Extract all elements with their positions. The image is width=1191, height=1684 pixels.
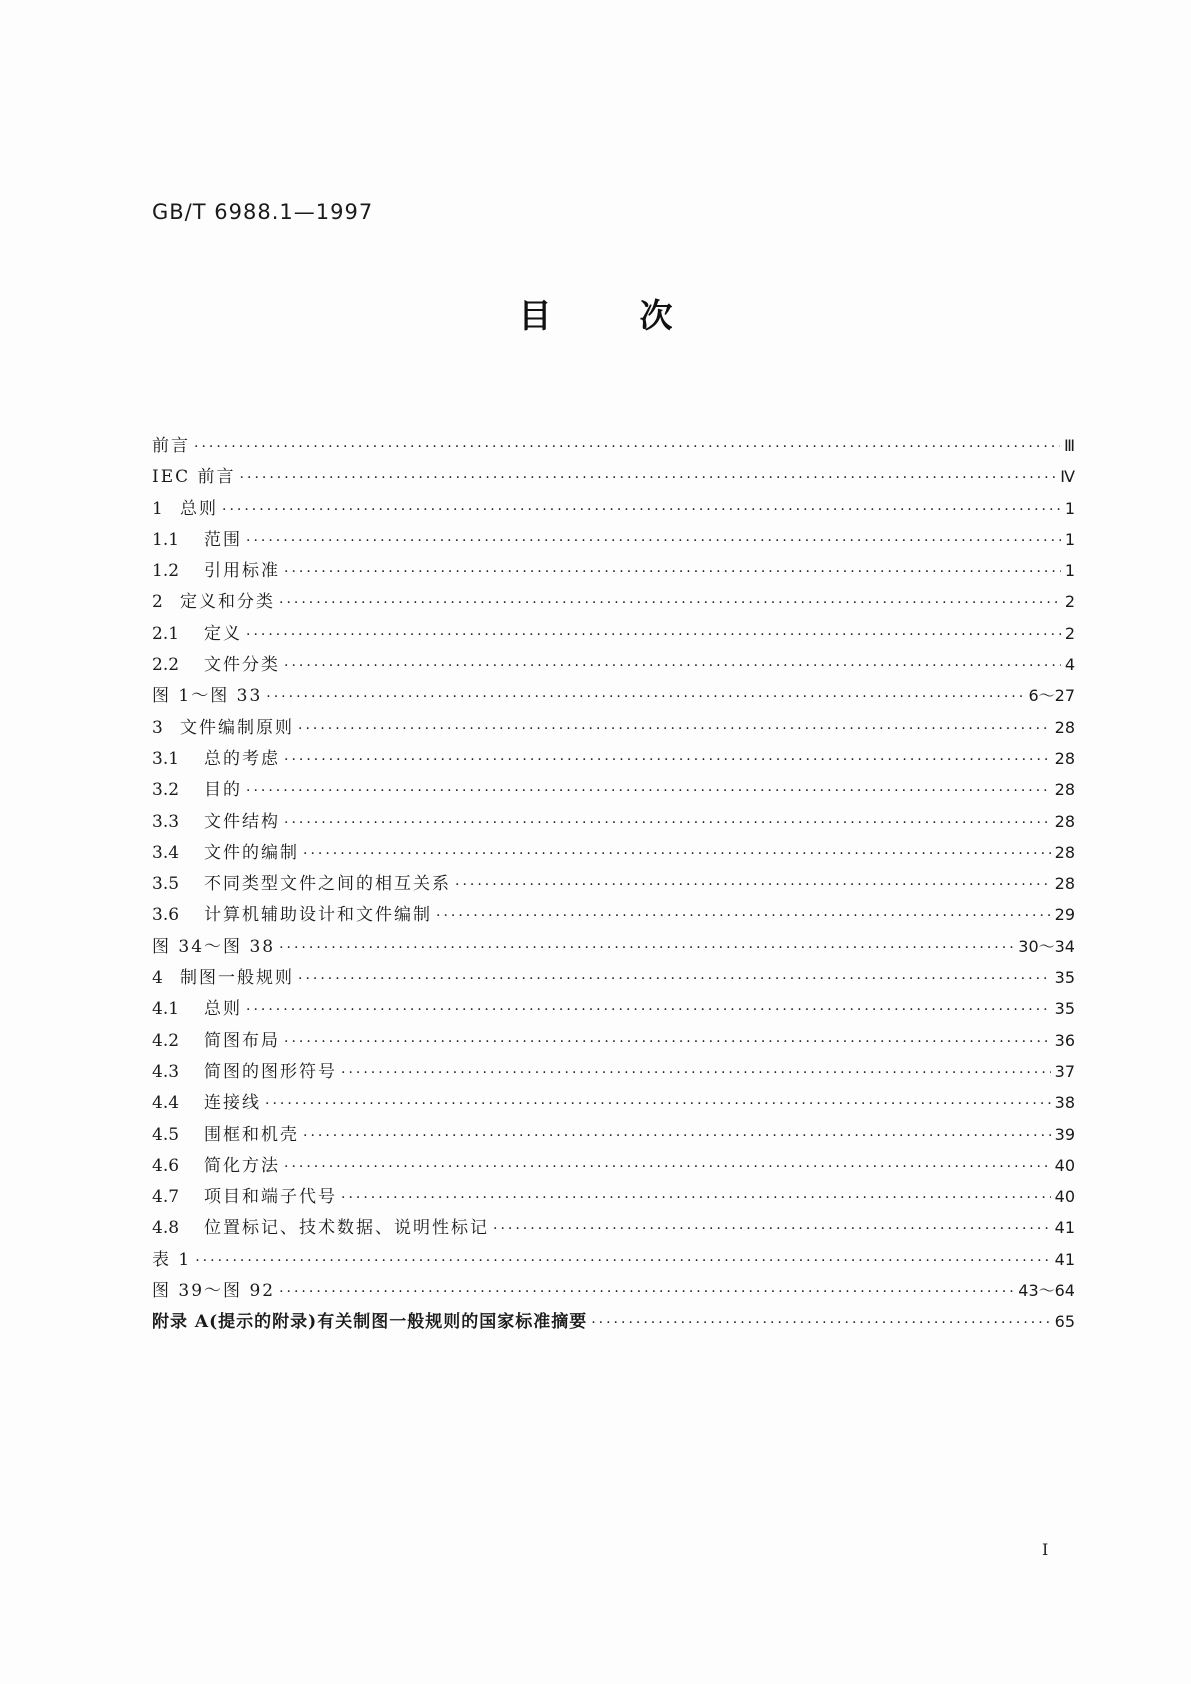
toc-dot-leader (265, 1089, 1051, 1120)
toc-entry-page: Ⅲ (1063, 436, 1075, 455)
toc-entry (152, 1306, 1075, 1337)
toc-entry-number: 3.4 (152, 842, 180, 863)
toc-entry (152, 899, 1075, 930)
toc-entry (152, 962, 1075, 993)
toc-entry-label: 制图一般规则 (180, 968, 294, 989)
toc-entry (152, 712, 1075, 743)
toc-dot-leader (298, 964, 1051, 995)
toc-entry (152, 774, 1075, 805)
toc-entry (152, 1087, 1075, 1118)
toc-entry (152, 1212, 1075, 1243)
toc-entry-page: 28 (1054, 811, 1075, 831)
toc-entry-page: 1 (1064, 498, 1075, 518)
toc-dot-leader (240, 463, 1057, 494)
toc-entry-number: 4.6 (152, 1155, 180, 1176)
toc-entry-number: 4.5 (152, 1124, 180, 1145)
toc-dot-leader (284, 1027, 1051, 1058)
toc-entry (152, 1244, 1075, 1275)
toc-entry-label: 总的考虑 (204, 748, 280, 769)
toc-dot-leader (246, 620, 1061, 651)
toc-dot-leader (284, 745, 1051, 776)
toc-entry-label: 定义和分类 (180, 592, 275, 613)
toc-entry-page: 29 (1054, 905, 1075, 925)
toc-entry-page: 2 (1064, 592, 1075, 612)
toc-entry (152, 1025, 1075, 1056)
toc-entry-page: 30～34 (1018, 936, 1075, 956)
toc-entry-page: 4 (1064, 655, 1075, 675)
toc-entry-page: 39 (1054, 1124, 1075, 1144)
page-number: I (1042, 1540, 1049, 1559)
toc-entry-label: 连接线 (204, 1093, 261, 1114)
toc-dot-leader (246, 995, 1051, 1026)
toc-dot-leader (284, 1152, 1051, 1183)
toc-entry-page: 28 (1054, 874, 1075, 894)
toc-entry-page: 40 (1054, 1187, 1075, 1207)
toc-entry-page: 28 (1054, 780, 1075, 800)
toc-dot-leader (246, 526, 1061, 557)
toc-dot-leader (284, 808, 1051, 839)
toc-entry-number: 4.7 (152, 1187, 180, 1208)
toc-entry (152, 493, 1075, 524)
toc-entry-number: 2.2 (152, 655, 180, 676)
page-title: 目次 (518, 296, 761, 335)
toc-dot-leader (284, 557, 1061, 588)
toc-entry (152, 586, 1075, 617)
toc-entry-label: 定义 (204, 623, 242, 644)
toc-entry-label: 文件分类 (204, 655, 280, 676)
toc-dot-leader (195, 1246, 1050, 1277)
toc-entry-page: 35 (1054, 999, 1075, 1019)
toc-entry-label: 简图的图形符号 (204, 1061, 337, 1082)
toc-entry-label: 目的 (204, 780, 242, 801)
toc-dot-leader (341, 1058, 1051, 1089)
standard-number: GB/T 6988.1—1997 (152, 200, 374, 224)
toc-entry-label: 围框和机壳 (204, 1124, 299, 1145)
table-of-contents (152, 430, 1075, 1338)
toc-entry-number: 3.2 (152, 780, 180, 801)
toc-entry-label: IEC 前言 (152, 467, 236, 488)
toc-dot-leader (266, 682, 1024, 713)
toc-entry-label: 文件结构 (204, 811, 280, 832)
toc-entry (152, 430, 1075, 461)
toc-entry (152, 1181, 1075, 1212)
toc-entry-page: 1 (1064, 561, 1075, 581)
toc-entry-label: 项目和端子代号 (204, 1187, 337, 1208)
toc-entry-page: 6～27 (1028, 686, 1075, 706)
toc-entry (152, 555, 1075, 586)
toc-dot-leader (591, 1308, 1050, 1339)
toc-entry-label: 简图布局 (204, 1030, 280, 1051)
toc-entry-number: 1.2 (152, 561, 180, 582)
toc-entry-page: 35 (1054, 968, 1075, 988)
toc-entry-number: 4.2 (152, 1030, 180, 1051)
toc-dot-leader (246, 776, 1051, 807)
toc-entry (152, 524, 1075, 555)
toc-entry-page: 43～64 (1018, 1281, 1075, 1301)
toc-dot-leader (436, 901, 1051, 932)
toc-entry-label: 文件的编制 (204, 842, 299, 863)
toc-dot-leader (222, 495, 1061, 526)
toc-entry-label: 前言 (152, 436, 190, 456)
toc-dot-leader (284, 651, 1061, 682)
toc-entry (152, 680, 1075, 711)
toc-entry-page: 2 (1064, 623, 1075, 643)
toc-entry-number: 4.3 (152, 1061, 180, 1082)
toc-entry-label: 不同类型文件之间的相互关系 (204, 874, 451, 895)
toc-entry-page: 36 (1054, 1030, 1075, 1050)
toc-entry (152, 1150, 1075, 1181)
toc-entry-label: 总则 (204, 999, 242, 1020)
toc-entry-label: 图 1～图 33 (152, 686, 263, 707)
toc-entry (152, 649, 1075, 680)
toc-entry-page: 28 (1054, 748, 1075, 768)
toc-entry-number: 4 (152, 968, 163, 989)
toc-entry-number: 1.1 (152, 529, 180, 550)
toc-entry-number: 4.4 (152, 1093, 180, 1114)
toc-entry-page: 38 (1054, 1093, 1075, 1113)
toc-entry-number: 3.6 (152, 905, 180, 926)
toc-entry (152, 461, 1075, 492)
toc-dot-leader (493, 1214, 1051, 1245)
toc-entry-page: 37 (1054, 1061, 1075, 1081)
toc-entry (152, 1119, 1075, 1150)
toc-entry-number: 2.1 (152, 623, 180, 644)
toc-entry-label: 图 39～图 92 (152, 1281, 276, 1302)
toc-entry-label: 引用标准 (204, 561, 280, 582)
toc-entry-label: 总则 (180, 498, 218, 519)
toc-entry-number: 1 (152, 498, 163, 519)
toc-entry (152, 868, 1075, 899)
toc-entry-number: 4.8 (152, 1218, 180, 1239)
toc-entry-page: 40 (1054, 1155, 1075, 1175)
toc-dot-leader (298, 714, 1051, 745)
toc-entry (152, 931, 1075, 962)
toc-entry (152, 837, 1075, 868)
toc-entry-page: Ⅳ (1060, 467, 1075, 487)
toc-dot-leader (279, 588, 1061, 619)
toc-entry-number: 2 (152, 592, 163, 613)
toc-entry-label: 简化方法 (204, 1155, 280, 1176)
toc-entry (152, 1275, 1075, 1306)
toc-dot-leader (455, 870, 1051, 901)
toc-entry-number: 3.3 (152, 811, 180, 832)
toc-entry-number: 3 (152, 717, 163, 738)
toc-entry-number: 3.5 (152, 874, 180, 895)
toc-entry-label: 附录 A(提示的附录)有关制图一般规则的国家标准摘要 (152, 1312, 588, 1333)
toc-entry-number: 3.1 (152, 748, 180, 769)
toc-dot-leader (303, 1121, 1051, 1152)
toc-entry (152, 993, 1075, 1024)
toc-entry-label: 图 34～图 38 (152, 936, 276, 957)
toc-entry-label: 范围 (204, 529, 242, 550)
toc-entry (152, 618, 1075, 649)
toc-entry-page: 28 (1054, 717, 1075, 737)
toc-entry-number: 4.1 (152, 999, 180, 1020)
toc-entry-page: 1 (1064, 529, 1075, 549)
toc-entry-label: 位置标记、技术数据、说明性标记 (204, 1218, 489, 1239)
toc-entry-page: 65 (1054, 1312, 1075, 1332)
toc-entry (152, 806, 1075, 837)
toc-dot-leader (279, 1277, 1014, 1308)
toc-dot-leader (341, 1183, 1051, 1214)
toc-entry-page: 41 (1054, 1249, 1075, 1269)
toc-dot-leader (303, 839, 1051, 870)
toc-entry-label: 计算机辅助设计和文件编制 (204, 905, 432, 926)
toc-entry-page: 41 (1054, 1218, 1075, 1238)
toc-entry-label: 表 1 (152, 1249, 192, 1270)
toc-dot-leader (194, 432, 1060, 463)
toc-entry (152, 1056, 1075, 1087)
toc-entry-page: 28 (1054, 842, 1075, 862)
toc-dot-leader (279, 933, 1014, 964)
toc-entry-label: 文件编制原则 (180, 717, 294, 738)
toc-entry (152, 743, 1075, 774)
